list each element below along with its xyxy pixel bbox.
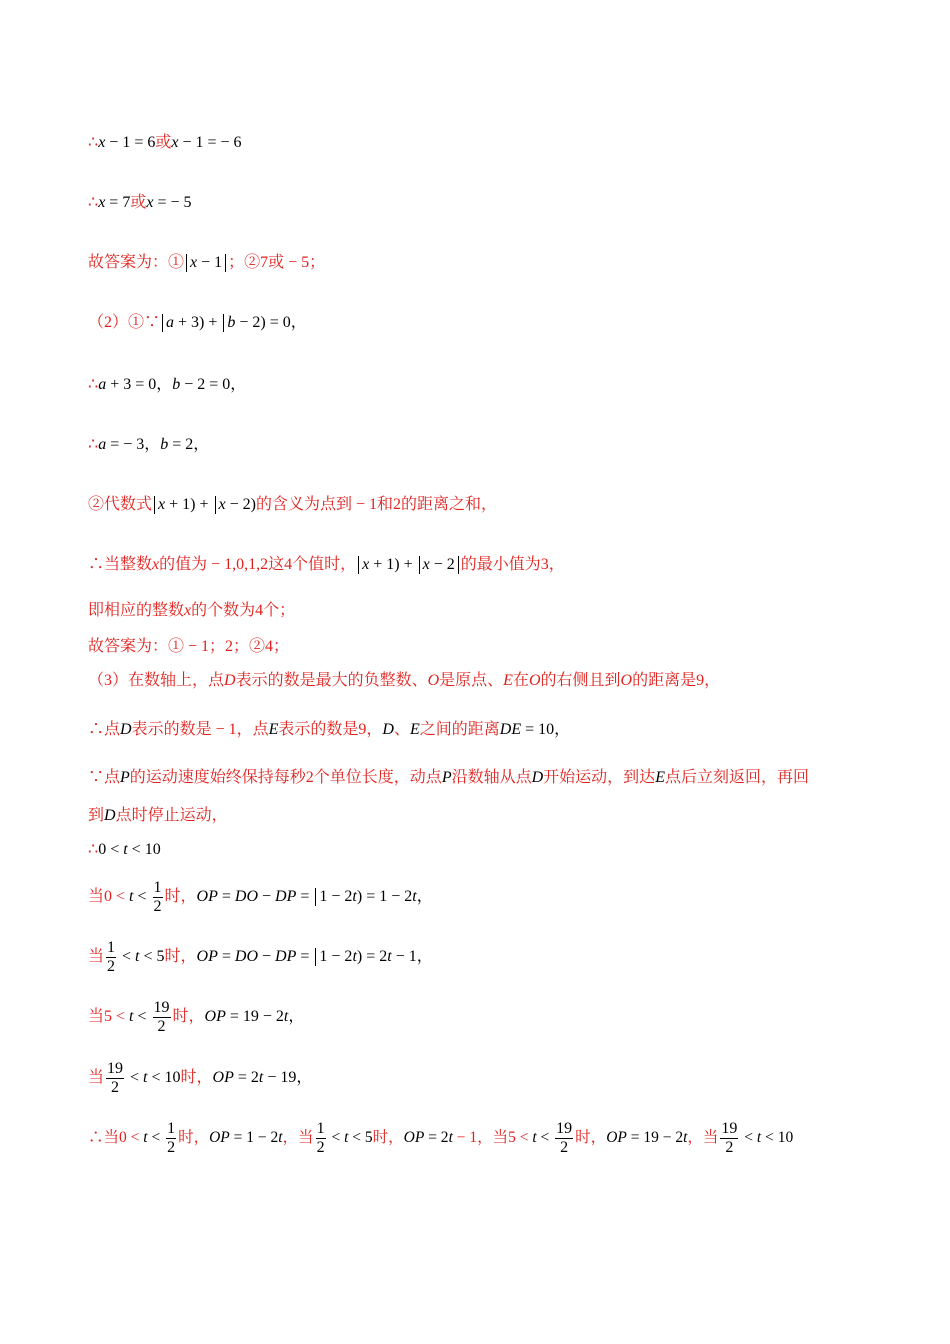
or-text: 或: [155, 134, 172, 151]
part-label: （2）①∵: [88, 314, 161, 331]
meaning-text: 的含义为点到 − 1和2的距离之和，: [255, 496, 498, 513]
var: D: [104, 807, 116, 824]
expr: ): [356, 948, 363, 965]
var: D: [224, 672, 236, 689]
text: 的最小值为3，: [460, 556, 565, 573]
var: x: [171, 134, 179, 151]
numerator: 1: [167, 1119, 176, 1137]
denominator: 2: [157, 1017, 166, 1035]
var: O: [528, 672, 541, 689]
fraction: [555, 1120, 573, 1157]
expr: + 3 = 0，: [106, 376, 173, 393]
var: x: [184, 602, 192, 619]
answer-rest: ；②7或 − 5；: [228, 254, 326, 271]
denominator: 2: [316, 1138, 325, 1156]
expr: < 10: [127, 841, 161, 858]
var: b: [160, 436, 169, 453]
var: t: [412, 888, 417, 905]
text: 点时停止运动，: [115, 807, 228, 824]
step-line-8: [88, 555, 565, 575]
var: t: [283, 1008, 289, 1025]
var: OP: [606, 1129, 627, 1146]
var: t: [352, 888, 357, 905]
numerator: 19: [153, 998, 170, 1016]
var: DE: [499, 721, 522, 738]
var: DO: [234, 948, 259, 965]
text: ∴点: [88, 721, 121, 738]
expr: − 19，: [263, 1069, 313, 1086]
expr: < 5: [139, 948, 165, 965]
text: 时，: [180, 1069, 213, 1086]
text: 是原点、: [439, 672, 504, 689]
expr: =: [217, 888, 235, 905]
text: 时，: [164, 888, 197, 905]
step-line-1: [88, 133, 242, 153]
expr: = − 3，: [106, 436, 161, 453]
var: t: [143, 1129, 148, 1146]
text: ，当: [282, 1129, 314, 1146]
denominator: 2: [111, 1078, 120, 1096]
expr: = 1 − 2: [229, 1129, 279, 1146]
expr: <: [118, 948, 136, 965]
var: E: [503, 672, 513, 689]
fraction: [166, 1120, 176, 1157]
text: 时，: [575, 1129, 607, 1146]
text: 到: [88, 807, 105, 824]
answer-text: 故答案为：① − 1；2；②4；: [88, 638, 290, 655]
expr: = 2: [233, 1069, 259, 1086]
denominator: 2: [167, 1138, 176, 1156]
abs-expr: [419, 556, 459, 574]
numerator: 1: [153, 878, 162, 896]
expr: = 2: [424, 1129, 449, 1146]
var: t: [344, 1129, 349, 1146]
therefore-symbol: ∴: [88, 194, 99, 211]
expr: − 2) = 0，: [235, 314, 307, 331]
text: 时，: [164, 948, 197, 965]
text: 沿数轴从点: [451, 769, 532, 786]
numerator: 19: [721, 1119, 738, 1137]
expr: − 1: [197, 254, 223, 271]
expr: ): [356, 888, 363, 905]
expr: − 2 = 0，: [180, 376, 247, 393]
var: x: [218, 496, 226, 513]
var: DO: [234, 888, 258, 905]
step-line-14: [88, 806, 228, 826]
text: 、: [393, 721, 410, 738]
denominator: 2: [725, 1138, 734, 1156]
text: 的运动速度始终保持每秒2个单位长度，动点: [129, 769, 442, 786]
expr: <: [133, 888, 151, 905]
var: b: [172, 376, 181, 393]
text: 当5 <: [88, 1008, 130, 1025]
case-line-3: [88, 997, 304, 1037]
var: x: [158, 496, 166, 513]
numerator: 1: [316, 1119, 325, 1137]
var: OP: [196, 948, 218, 965]
var: x: [146, 194, 154, 211]
numerator: 1: [107, 938, 116, 956]
expr: =: [296, 948, 314, 965]
var: t: [135, 948, 140, 965]
var: a: [166, 314, 175, 331]
text: 的右侧且到: [540, 672, 621, 689]
text: 时，: [172, 1008, 205, 1025]
expr: = 7: [105, 194, 131, 211]
case-line-1: [88, 877, 433, 917]
expr: <: [327, 1129, 345, 1146]
expr: + 1): [165, 496, 196, 513]
part-3-line: [88, 671, 720, 691]
abs-expr: [358, 556, 399, 574]
var: OP: [209, 1129, 230, 1146]
text: ∵点: [88, 769, 121, 786]
expr: 0: [98, 841, 111, 858]
abs-expr: [154, 496, 195, 514]
text: 表示的数是最大的负整数、: [235, 672, 428, 689]
var: a: [98, 436, 107, 453]
var: O: [427, 672, 440, 689]
var: D: [382, 721, 394, 738]
text: 时，: [178, 1129, 210, 1146]
var: t: [129, 1008, 134, 1025]
summary-line: [88, 1118, 793, 1158]
var: O: [620, 672, 633, 689]
var: OP: [212, 1069, 234, 1086]
step-line-12: [88, 720, 570, 740]
var: t: [129, 888, 134, 905]
step-line-6: [88, 435, 209, 455]
or-text: 或: [130, 194, 147, 211]
step-line-15: [88, 840, 161, 860]
therefore-symbol: ∴: [88, 134, 99, 151]
expr: ，: [416, 888, 433, 905]
text: 当0 <: [88, 888, 130, 905]
var: P: [441, 769, 452, 786]
text: 开始运动，到达: [543, 769, 656, 786]
var: a: [98, 376, 107, 393]
var: E: [268, 721, 279, 738]
var: P: [120, 769, 130, 786]
step-line-13: [88, 768, 809, 788]
var: x: [362, 556, 370, 573]
var: t: [532, 1129, 537, 1146]
answer-label: 故答案为：①: [88, 254, 185, 271]
step-line-5: [88, 375, 246, 395]
abs-expr: [315, 948, 362, 966]
step-line-2: [88, 193, 192, 213]
abs-expr: [223, 314, 306, 332]
expr: = 19 − 2: [626, 1129, 684, 1146]
abs-expr: [186, 254, 226, 272]
part-2-line: [88, 313, 307, 333]
expr: <: [110, 841, 124, 858]
numerator: 19: [556, 1119, 573, 1137]
fraction: [106, 939, 116, 976]
text: 在: [512, 672, 529, 689]
var: t: [448, 1129, 453, 1146]
expr: <: [536, 1129, 554, 1146]
case-line-2: [88, 937, 433, 977]
case-line-4: [88, 1058, 312, 1098]
text: − 1，当5 <: [452, 1129, 533, 1146]
expr: < 10: [761, 1129, 794, 1146]
expr: = − 5: [153, 194, 192, 211]
denominator: 2: [560, 1138, 569, 1156]
var: t: [278, 1129, 283, 1146]
var: E: [409, 721, 420, 738]
var: x: [190, 254, 198, 271]
numerator: 19: [107, 1059, 124, 1077]
expr: −: [258, 948, 276, 965]
expr: + 3): [174, 314, 205, 331]
denominator: 2: [107, 957, 116, 975]
var: DP: [275, 888, 297, 905]
var: E: [655, 769, 665, 786]
expr: = 2: [362, 948, 388, 965]
expr: 1 − 2: [319, 888, 353, 905]
text: 表示的数是9，: [278, 721, 383, 738]
text: 之间的距离: [419, 721, 500, 738]
step-line-7: [88, 495, 497, 515]
therefore-symbol: ∴: [88, 376, 99, 393]
text: 的值为 − 1,0,1,2这4个值时，: [159, 556, 357, 573]
text: 当: [88, 1069, 105, 1086]
var: D: [120, 721, 132, 738]
expr: < 10: [147, 1069, 181, 1086]
plus: +: [399, 556, 417, 573]
var: b: [227, 314, 236, 331]
text: 时，: [372, 1129, 404, 1146]
text: （3）在数轴上，点: [88, 672, 225, 689]
expr: −: [258, 888, 276, 905]
expr: 1 − 2: [319, 948, 353, 965]
fraction: [153, 879, 163, 916]
answer-line-2: [88, 637, 289, 657]
text: 表示的数是 − 1，点: [131, 721, 269, 738]
var: t: [683, 1129, 688, 1146]
expr: = 1 − 2: [362, 888, 413, 905]
denominator: 2: [153, 897, 162, 915]
expr: − 1 = − 6: [178, 134, 242, 151]
text: 的距离是9，: [632, 672, 721, 689]
var: x: [98, 194, 106, 211]
therefore-symbol: ∴: [88, 841, 99, 858]
label: ②代数式: [88, 496, 153, 513]
expr: <: [147, 1129, 165, 1146]
expr: ，: [288, 1008, 305, 1025]
var: t: [143, 1069, 148, 1086]
text: ，当: [687, 1129, 719, 1146]
expr: < 5: [348, 1129, 373, 1146]
var: t: [123, 841, 128, 858]
var: DP: [275, 948, 297, 965]
abs-expr: [315, 888, 362, 906]
expr: = 10，: [521, 721, 571, 738]
var: x: [98, 134, 106, 151]
fraction: [106, 1060, 124, 1097]
var: t: [387, 948, 392, 965]
var: t: [756, 1129, 762, 1146]
answer-line-1: [88, 253, 325, 273]
step-line-9: [88, 601, 295, 621]
var: x: [152, 556, 160, 573]
expr: = 19 − 2: [225, 1008, 284, 1025]
expr: <: [126, 1069, 144, 1086]
var: OP: [204, 1008, 226, 1025]
text: 的个数为4个；: [191, 602, 296, 619]
expr: =: [217, 948, 235, 965]
abs-expr: [162, 314, 204, 332]
expr: <: [740, 1129, 757, 1146]
expr: = 2，: [168, 436, 210, 453]
expr: + 1): [369, 556, 400, 573]
text: 即相应的整数: [88, 602, 185, 619]
therefore-symbol: ∴: [88, 436, 99, 453]
abs-expr: [215, 496, 256, 514]
text: 点后立刻返回，再回: [664, 769, 809, 786]
fraction: [720, 1120, 738, 1157]
expr: − 1，: [391, 948, 433, 965]
fraction: [316, 1120, 326, 1157]
var: t: [258, 1069, 264, 1086]
var: OP: [403, 1129, 425, 1146]
var: t: [352, 948, 357, 965]
text: 当: [88, 948, 105, 965]
plus: +: [195, 496, 213, 513]
var: D: [531, 769, 544, 786]
var: OP: [196, 888, 218, 905]
plus: +: [204, 314, 222, 331]
label: ∴当整数: [88, 556, 153, 573]
expr: − 1 = 6: [105, 134, 156, 151]
fraction: [153, 999, 171, 1036]
var: x: [422, 556, 430, 573]
expr: =: [296, 888, 314, 905]
expr: − 2: [429, 556, 455, 573]
expr: − 2): [225, 496, 256, 513]
expr: <: [133, 1008, 151, 1025]
text: ∴当0 <: [88, 1129, 144, 1146]
